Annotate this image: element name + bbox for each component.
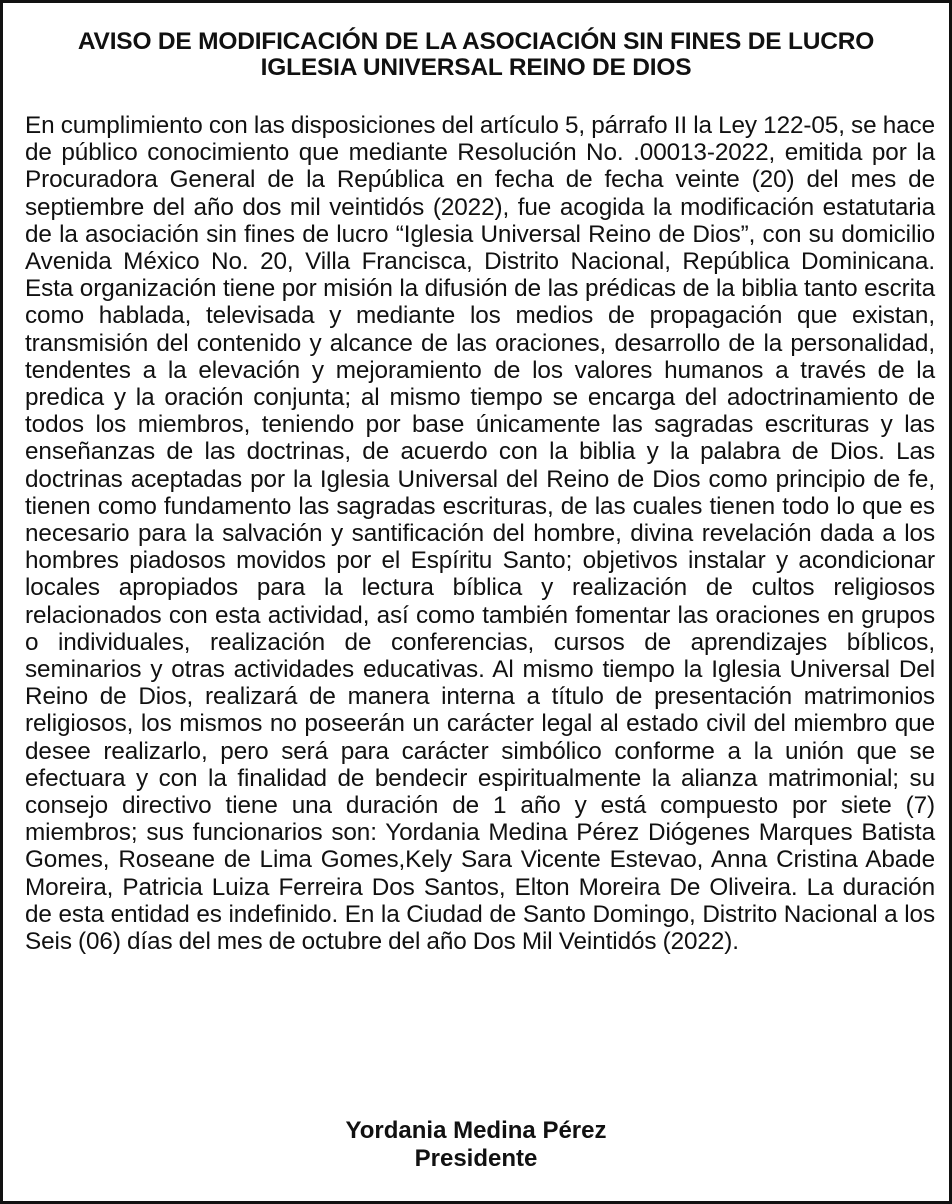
signer-role: Presidente — [414, 1145, 538, 1172]
signer-name: Yordania Medina Pérez — [345, 1117, 607, 1144]
notice-title-line-1: AVISO DE MODIFICACIÓN DE LA ASOCIACIÓN SIN FINES DE LUCRO — [77, 28, 875, 55]
signature-block — [3, 1117, 949, 1173]
notice-title-line-2: IGLESIA UNIVERSAL REINO DE DIOS — [260, 54, 692, 81]
notice-title — [3, 29, 949, 81]
notice-body: En cumplimiento con las disposiciones del artículo 5, párrafo II la Ley 122-05, se hace de público conocimiento que mediante Resolución No. .00013-2022, emitida por la Procuradora General de la República en fecha de fecha veinte (20) del mes de septiembre del año dos mil veintidós (2022), fue acogida la modificación estatutaria de la asociación sin fines de lucro “Iglesia Universal Reino de Dios”, con su domicilio Avenida México No. 20, Villa Francisca, Distrito Nacional, República Dominicana. Esta organización tiene por misión la difusión de las prédicas de la biblia tanto escrita como hablada, televisada y mediante los medios de propagación que existan, transmisión del contenido y alcance de las oraciones, desarrollo de la personalidad, tendentes a la elevación y mejoramiento de los valores humanos a través de la predica y la oración conjunta; al mismo tiempo se encarga del adoctrinamiento de todos los miembros, teniendo por base únicamente las sagradas escrituras y las enseñanzas de las doctrinas, de acuerdo con la biblia y la palabra de Dios. Las doctrinas aceptadas por la Iglesia Universal del Reino de Dios como principio de fe, tienen como fundamento las sagradas escrituras, de las cuales tienen todo lo que es necesario para la salvación y santificación del hombre, divina revelación dada a los hombres piadosos movidos por el Espíritu Santo; objetivos instalar y acondicionar locales apropiados para la lectura bíblica y realización de cultos religiosos relacionados con esta actividad, así como también fomentar las oraciones en grupos o individuales, realización de conferencias, cursos de aprendizajes bíblicos, seminarios y otras actividades educativas. Al mismo tiempo la Iglesia Universal Del Reino de Dios, realizará de manera interna a título de presentación matrimonios religiosos, los mismos no poseerán un carácter legal al estado civil del miembro que desee realizarlo, pero será para carácter simbólico conforme a la unión que se efectuara y con la finalidad de bendecir espiritualmente la alianza matrimonial; su consejo directivo tiene una duración de 1 año y está compuesto por siete (7) miembros; sus funcionarios son: Yordania Medina Pérez Diógenes Marques Batista Gomes, Roseane de Lima Gomes,Kely Sara Vicente Estevao, Anna Cristina Abade Moreira, Patricia Luiza Ferreira Dos Santos, Elton Moreira De Oliveira. La duración de esta entidad es indefinido. En la Ciudad de Santo Domingo, Distrito Nacional a los Seis (06) días del mes de octubre del año Dos Mil Veintidós (2022). — [25, 112, 935, 956]
